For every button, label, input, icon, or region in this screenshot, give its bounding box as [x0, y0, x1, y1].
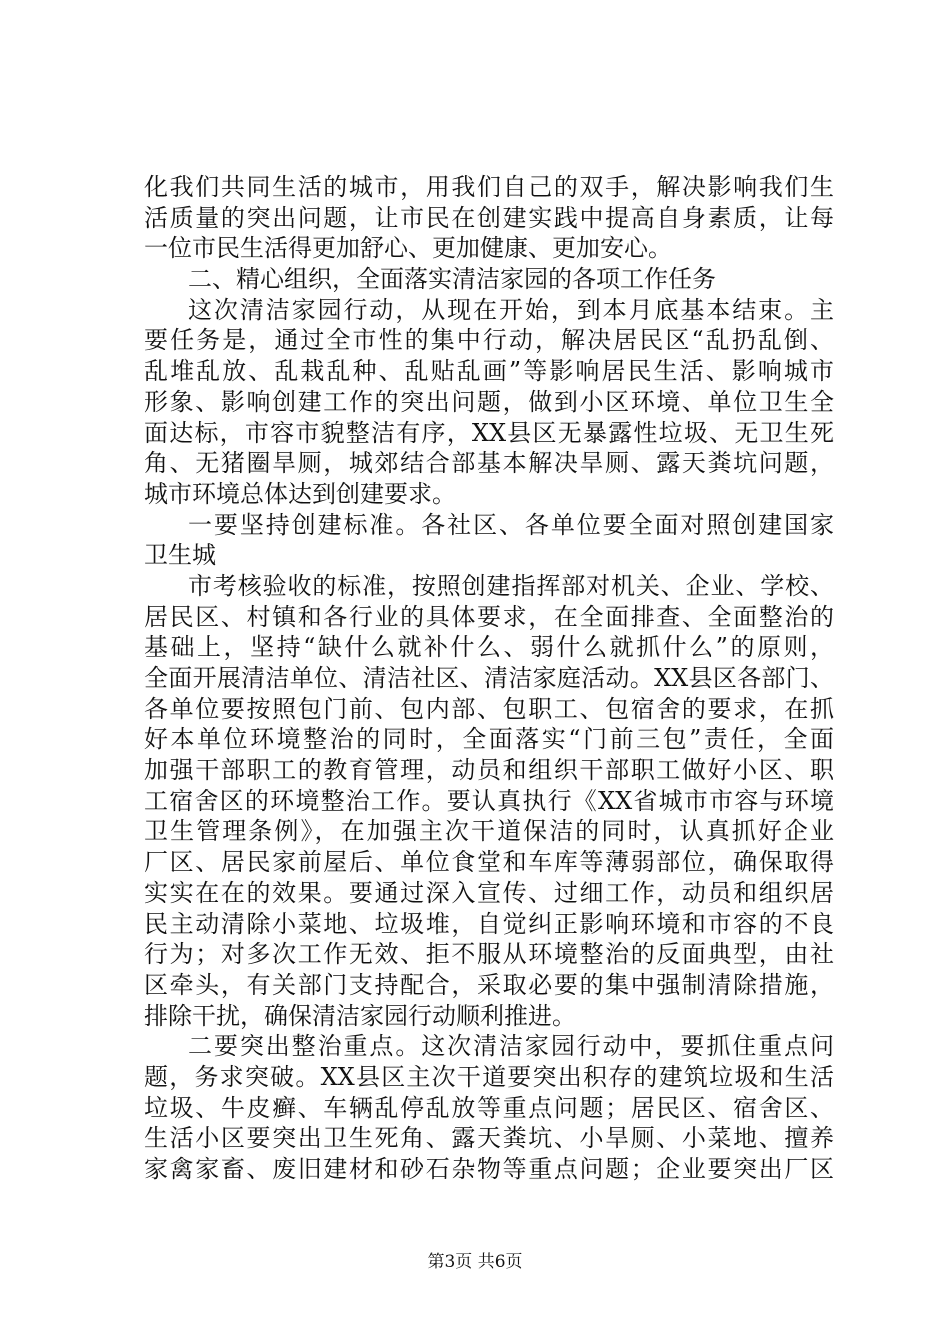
text-line: 题，务求突破。XX县区主次干道要突出积存的建筑垃圾和生活: [144, 1062, 834, 1091]
text-line: 厂区、居民家前屋后、单位食堂和车库等薄弱部位，确保取得: [144, 848, 834, 877]
text-line: 垃圾、牛皮癣、车辆乱停乱放等重点问题；居民区、宿舍区、: [144, 1093, 834, 1122]
text-line: 加强干部职工的教育管理，动员和组织干部职工做好小区、职: [144, 756, 834, 785]
text-line: 活质量的突出问题，让市民在创建实践中提高自身素质，让每: [144, 203, 834, 232]
text-line: 基础上，坚持“缺什么就补什么、弱什么就抓什么”的原则，: [144, 633, 834, 662]
text-line: 角、无猪圈旱厕，城郊结合部基本解决旱厕、露天粪坑问题，: [144, 449, 834, 478]
text-line: 面达标，市容市貌整洁有序，XX县区无暴露性垃圾、无卫生死: [144, 418, 834, 447]
text-line: 全面开展清洁单位、清洁社区、清洁家庭活动。XX县区各部门、: [144, 664, 834, 692]
text-line: 实实在在的效果。要通过深入宣传、过细工作，动员和组织居: [144, 878, 834, 907]
text-line: 家禽家畜、废旧建材和砂石杂物等重点问题；企业要突出厂区: [144, 1155, 834, 1183]
text-line: 这次清洁家园行动，从现在开始，到本月底基本结束。主: [188, 295, 834, 324]
text-line: 行为；对多次工作无效、拒不服从环境整治的反面典型，由社: [144, 940, 834, 969]
text-line: 一位市民生活得更加舒心、更加健康、更加安心。: [144, 234, 672, 263]
text-line: 民主动清除小菜地、垃圾堆，自觉纠正影响环境和市容的不良: [144, 909, 834, 938]
text-line: 二、精心组织，全面落实清洁家园的各项工作任务: [188, 265, 716, 294]
text-line: 各单位要按照包门前、包内部、包职工、包宿舍的要求，在抓: [144, 694, 834, 723]
text-line: 生活小区要突出卫生死角、露天粪坑、小旱厕、小菜地、擅养: [144, 1124, 834, 1153]
page-footer: [0, 1250, 950, 1274]
text-line: 乱堆乱放、乱栽乱种、乱贴乱画”等影响居民生活、影响城市: [144, 357, 834, 386]
text-line: 卫生城: [144, 541, 216, 570]
page-number: 第3页 共6页: [427, 1252, 523, 1272]
text-line: 排除干扰，确保清洁家园行动顺利推进。: [144, 1001, 576, 1030]
text-line: 区牵头，有关部门支持配合，采取必要的集中强制清除措施，: [144, 970, 834, 999]
text-line: 要任务是，通过全市性的集中行动，解决居民区“乱扔乱倒、: [144, 326, 834, 355]
text-line: 居民区、村镇和各行业的具体要求，在全面排查、全面整治的: [144, 602, 834, 631]
text-line: 卫生管理条例》，在加强主次干道保洁的同时，认真抓好企业: [144, 817, 834, 846]
text-line: 一要坚持创建标准。各社区、各单位要全面对照创建国家: [188, 510, 834, 539]
text-line: 二要突出整治重点。这次清洁家园行动中，要抓住重点问: [188, 1032, 834, 1061]
text-line: 化我们共同生活的城市，用我们自己的双手，解决影响我们生: [144, 173, 834, 201]
text-line: 市考核验收的标准，按照创建指挥部对机关、企业、学校、: [188, 571, 834, 600]
text-line: 工宿舍区的环境整治工作。要认真执行《XX省城市市容与环境: [144, 786, 834, 815]
text-line: 好本单位环境整治的同时，全面落实“门前三包”责任，全面: [144, 725, 834, 754]
document-body: [144, 172, 834, 1185]
text-line: 城市环境总体达到创建要求。: [144, 479, 456, 508]
text-line: 形象、影响创建工作的突出问题，做到小区环境、单位卫生全: [144, 387, 834, 416]
